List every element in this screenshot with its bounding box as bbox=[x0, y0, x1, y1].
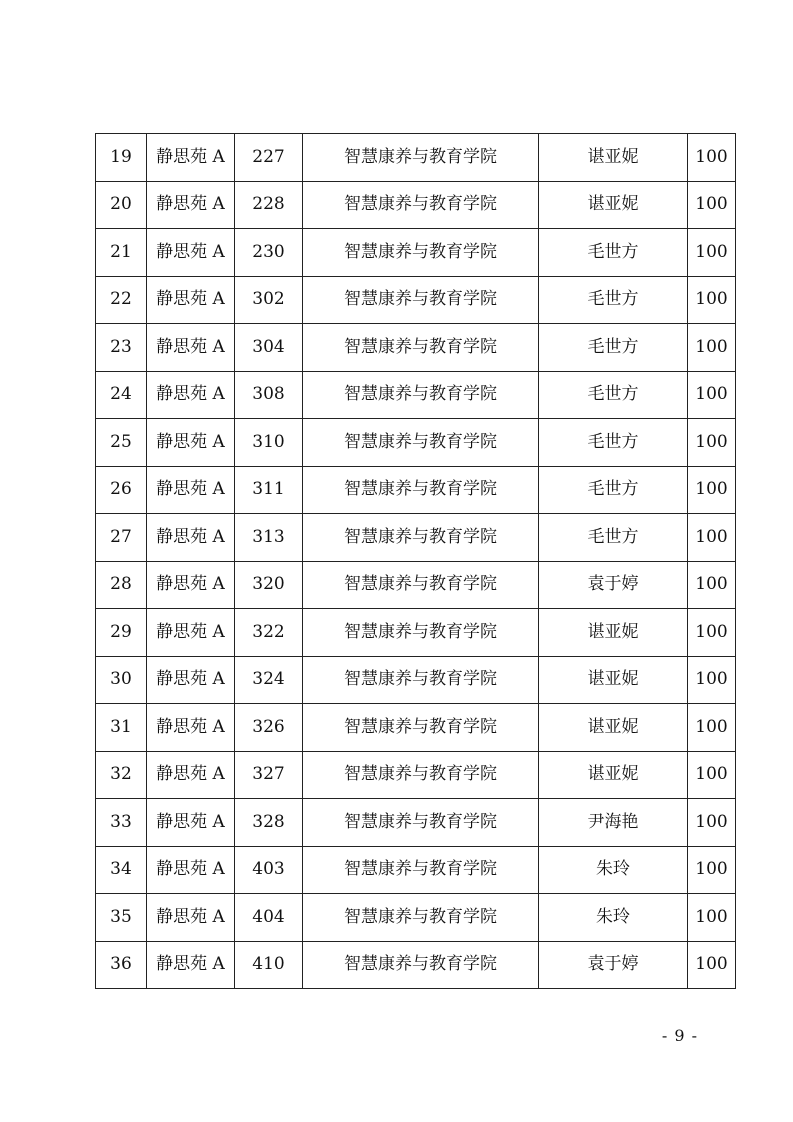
college-cell: 智慧康养与教育学院 bbox=[303, 894, 539, 942]
table-row bbox=[96, 229, 736, 277]
advisor-cell: 谌亚妮 bbox=[539, 656, 688, 704]
row-number-cell: 36 bbox=[96, 941, 147, 989]
building-cell: 静思苑 A bbox=[147, 561, 235, 609]
room-number-cell: 227 bbox=[235, 134, 303, 182]
building-cell: 静思苑 A bbox=[147, 371, 235, 419]
advisor-cell: 朱玲 bbox=[539, 894, 688, 942]
row-number-cell: 31 bbox=[96, 704, 147, 752]
advisor-cell: 谌亚妮 bbox=[539, 181, 688, 229]
room-number-cell: 302 bbox=[235, 276, 303, 324]
room-number-cell: 324 bbox=[235, 656, 303, 704]
page-number: - 9 - bbox=[661, 1026, 699, 1045]
room-number-cell: 404 bbox=[235, 894, 303, 942]
table-row bbox=[96, 846, 736, 894]
row-number-cell: 35 bbox=[96, 894, 147, 942]
row-number-cell: 27 bbox=[96, 514, 147, 562]
college-cell: 智慧康养与教育学院 bbox=[303, 419, 539, 467]
advisor-cell: 朱玲 bbox=[539, 846, 688, 894]
room-number-cell: 403 bbox=[235, 846, 303, 894]
table-row bbox=[96, 799, 736, 847]
room-number-cell: 308 bbox=[235, 371, 303, 419]
row-number-cell: 21 bbox=[96, 229, 147, 277]
college-cell: 智慧康养与教育学院 bbox=[303, 941, 539, 989]
room-number-cell: 327 bbox=[235, 751, 303, 799]
table-row bbox=[96, 561, 736, 609]
row-number-cell: 29 bbox=[96, 609, 147, 657]
table-row bbox=[96, 894, 736, 942]
advisor-cell: 袁于婷 bbox=[539, 561, 688, 609]
room-number-cell: 322 bbox=[235, 609, 303, 657]
college-cell: 智慧康养与教育学院 bbox=[303, 656, 539, 704]
score-cell: 100 bbox=[688, 371, 736, 419]
advisor-cell: 谌亚妮 bbox=[539, 609, 688, 657]
advisor-cell: 毛世方 bbox=[539, 229, 688, 277]
table-row bbox=[96, 134, 736, 182]
advisor-cell: 谌亚妮 bbox=[539, 704, 688, 752]
college-cell: 智慧康养与教育学院 bbox=[303, 466, 539, 514]
building-cell: 静思苑 A bbox=[147, 894, 235, 942]
building-cell: 静思苑 A bbox=[147, 799, 235, 847]
building-cell: 静思苑 A bbox=[147, 704, 235, 752]
score-cell: 100 bbox=[688, 134, 736, 182]
advisor-cell: 毛世方 bbox=[539, 419, 688, 467]
table-row bbox=[96, 514, 736, 562]
advisor-cell: 毛世方 bbox=[539, 466, 688, 514]
score-cell: 100 bbox=[688, 704, 736, 752]
score-cell: 100 bbox=[688, 561, 736, 609]
row-number-cell: 20 bbox=[96, 181, 147, 229]
building-cell: 静思苑 A bbox=[147, 941, 235, 989]
table-row bbox=[96, 181, 736, 229]
room-number-cell: 313 bbox=[235, 514, 303, 562]
table-row bbox=[96, 609, 736, 657]
college-cell: 智慧康养与教育学院 bbox=[303, 514, 539, 562]
dormitory-score-table bbox=[95, 133, 736, 989]
advisor-cell: 谌亚妮 bbox=[539, 751, 688, 799]
table-row bbox=[96, 419, 736, 467]
building-cell: 静思苑 A bbox=[147, 514, 235, 562]
room-number-cell: 310 bbox=[235, 419, 303, 467]
room-number-cell: 228 bbox=[235, 181, 303, 229]
room-number-cell: 311 bbox=[235, 466, 303, 514]
table-row bbox=[96, 704, 736, 752]
row-number-cell: 34 bbox=[96, 846, 147, 894]
score-cell: 100 bbox=[688, 466, 736, 514]
table-row bbox=[96, 751, 736, 799]
advisor-cell: 毛世方 bbox=[539, 324, 688, 372]
college-cell: 智慧康养与教育学院 bbox=[303, 846, 539, 894]
room-number-cell: 320 bbox=[235, 561, 303, 609]
table-body bbox=[96, 134, 736, 989]
row-number-cell: 19 bbox=[96, 134, 147, 182]
score-cell: 100 bbox=[688, 894, 736, 942]
row-number-cell: 32 bbox=[96, 751, 147, 799]
score-cell: 100 bbox=[688, 419, 736, 467]
row-number-cell: 22 bbox=[96, 276, 147, 324]
advisor-cell: 毛世方 bbox=[539, 276, 688, 324]
advisor-cell: 谌亚妮 bbox=[539, 134, 688, 182]
table-row bbox=[96, 466, 736, 514]
building-cell: 静思苑 A bbox=[147, 419, 235, 467]
row-number-cell: 33 bbox=[96, 799, 147, 847]
score-cell: 100 bbox=[688, 846, 736, 894]
building-cell: 静思苑 A bbox=[147, 609, 235, 657]
room-number-cell: 304 bbox=[235, 324, 303, 372]
row-number-cell: 24 bbox=[96, 371, 147, 419]
table-row bbox=[96, 656, 736, 704]
building-cell: 静思苑 A bbox=[147, 229, 235, 277]
table-row bbox=[96, 371, 736, 419]
college-cell: 智慧康养与教育学院 bbox=[303, 561, 539, 609]
college-cell: 智慧康养与教育学院 bbox=[303, 229, 539, 277]
score-cell: 100 bbox=[688, 609, 736, 657]
college-cell: 智慧康养与教育学院 bbox=[303, 799, 539, 847]
building-cell: 静思苑 A bbox=[147, 751, 235, 799]
score-cell: 100 bbox=[688, 656, 736, 704]
row-number-cell: 25 bbox=[96, 419, 147, 467]
row-number-cell: 28 bbox=[96, 561, 147, 609]
advisor-cell: 毛世方 bbox=[539, 514, 688, 562]
score-cell: 100 bbox=[688, 941, 736, 989]
score-cell: 100 bbox=[688, 324, 736, 372]
building-cell: 静思苑 A bbox=[147, 181, 235, 229]
building-cell: 静思苑 A bbox=[147, 324, 235, 372]
college-cell: 智慧康养与教育学院 bbox=[303, 181, 539, 229]
college-cell: 智慧康养与教育学院 bbox=[303, 609, 539, 657]
college-cell: 智慧康养与教育学院 bbox=[303, 751, 539, 799]
row-number-cell: 26 bbox=[96, 466, 147, 514]
building-cell: 静思苑 A bbox=[147, 276, 235, 324]
room-number-cell: 328 bbox=[235, 799, 303, 847]
score-cell: 100 bbox=[688, 799, 736, 847]
advisor-cell: 毛世方 bbox=[539, 371, 688, 419]
row-number-cell: 23 bbox=[96, 324, 147, 372]
building-cell: 静思苑 A bbox=[147, 134, 235, 182]
table-row bbox=[96, 324, 736, 372]
college-cell: 智慧康养与教育学院 bbox=[303, 276, 539, 324]
building-cell: 静思苑 A bbox=[147, 846, 235, 894]
advisor-cell: 尹海艳 bbox=[539, 799, 688, 847]
score-cell: 100 bbox=[688, 514, 736, 562]
score-cell: 100 bbox=[688, 229, 736, 277]
building-cell: 静思苑 A bbox=[147, 466, 235, 514]
advisor-cell: 袁于婷 bbox=[539, 941, 688, 989]
table-row bbox=[96, 941, 736, 989]
score-cell: 100 bbox=[688, 751, 736, 799]
college-cell: 智慧康养与教育学院 bbox=[303, 324, 539, 372]
table-row bbox=[96, 276, 736, 324]
row-number-cell: 30 bbox=[96, 656, 147, 704]
room-number-cell: 410 bbox=[235, 941, 303, 989]
score-cell: 100 bbox=[688, 276, 736, 324]
room-number-cell: 230 bbox=[235, 229, 303, 277]
college-cell: 智慧康养与教育学院 bbox=[303, 371, 539, 419]
college-cell: 智慧康养与教育学院 bbox=[303, 134, 539, 182]
college-cell: 智慧康养与教育学院 bbox=[303, 704, 539, 752]
building-cell: 静思苑 A bbox=[147, 656, 235, 704]
room-number-cell: 326 bbox=[235, 704, 303, 752]
score-cell: 100 bbox=[688, 181, 736, 229]
